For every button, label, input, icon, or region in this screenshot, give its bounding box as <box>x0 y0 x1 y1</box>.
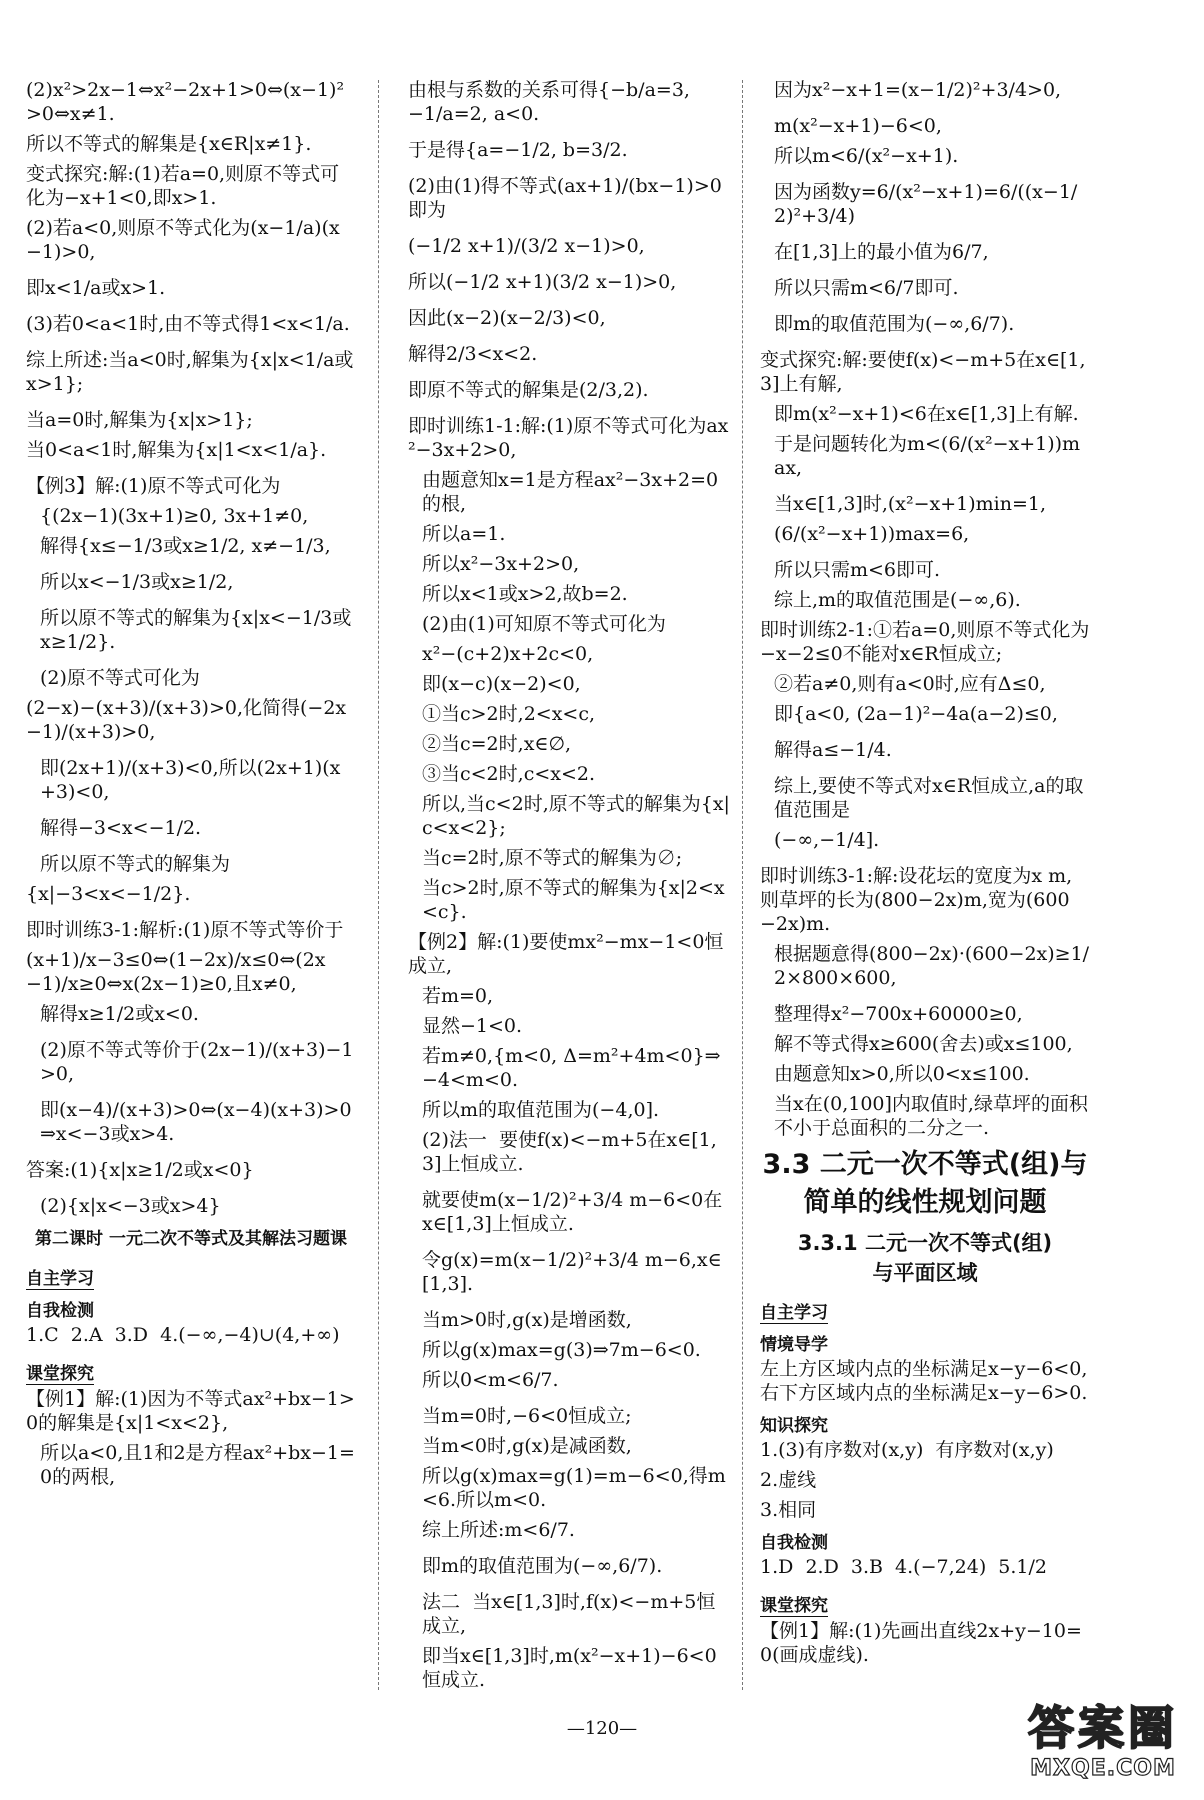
text-line: 即时训练2-1:①若a=0,则原不等式化为−x−2≤0不能对x∈R恒成立; <box>760 619 1090 665</box>
text-line: 即x<1/a或x>1. <box>26 277 166 299</box>
text-line: 当x∈[1,3]时,(x²−x+1)min=1, <box>774 493 1047 515</box>
text-line: 即时训练1-1:解:(1)原不等式可化为ax²−3x+2>0, <box>408 415 729 461</box>
text-line: 就要使m(x−1/2)²+3/4 m−6<0在x∈[1,3]上恒成立. <box>422 1189 723 1235</box>
text-line: 当x在(0,100]内取值时,绿草坪的面积不小于总面积的二分之一. <box>774 1093 1088 1139</box>
text-line: 当m<0时,g(x)是减函数, <box>422 1435 632 1457</box>
text-line: 在[1,3]上的最小值为6/7, <box>774 241 989 263</box>
text-line: 于是得{a=−1/2, b=3/2. <box>408 139 628 161</box>
text-line: 所以x<1或x>2,故b=2. <box>422 583 628 605</box>
text-line: 由题意知x=1是方程ax²−3x+2=0的根, <box>422 469 719 515</box>
text-line: 即当x∈[1,3]时,m(x²−x+1)−6<0恒成立. <box>422 1645 717 1691</box>
section-title <box>760 1146 1090 1222</box>
text-line: 变式探究:解:要使f(x)<−m+5在x∈[1,3]上有解, <box>760 349 1086 395</box>
text-line: {x|−3<x<−1/2}. <box>26 883 191 905</box>
text-line: 所以m的取值范围为(−4,0]. <box>422 1099 660 1121</box>
watermark-text: 答案圈 <box>1028 1701 1178 1755</box>
text-line: 所以g(x)max=g(3)⇒7m−6<0. <box>422 1339 701 1361</box>
text-line: (2)原不等式等价于(2x−1)/(x+3)−1>0, <box>40 1039 354 1085</box>
text-line: 由根与系数的关系可得{−b/a=3, −1/a=2, a<0. <box>408 79 696 125</box>
column-right <box>760 78 1090 1673</box>
text-line: (2−x)−(x+3)/(x+3)>0,化简得(−2x−1)/(x+3)>0, <box>26 697 347 743</box>
text-line: 根据题意得(800−2x)·(600−2x)≥1/2×800×600, <box>774 943 1090 989</box>
column-left <box>26 78 356 1495</box>
text-line: 综上所述:当a<0时,解集为{x|x<1/a或x>1}; <box>26 349 354 395</box>
text-line: 整理得x²−700x+60000≥0, <box>774 1003 1023 1025</box>
text-line: 综上,要使不等式对x∈R恒成立,a的取值范围是 <box>774 775 1084 821</box>
text-line: 所以原不等式的解集为{x|x<−1/3或x≥1/2}. <box>40 607 352 653</box>
text-line: 所以(−1/2 x+1)(3/2 x−1)>0, <box>408 271 677 293</box>
text-line: 所以原不等式的解集为 <box>40 853 231 875</box>
text-line: 解不等式得x≥600(舍去)或x≤100, <box>774 1033 1073 1055</box>
page-number: —120— <box>566 1718 638 1739</box>
text-line: 解得{x≤−1/3或x≥1/2, x≠−1/3, <box>40 535 331 557</box>
text-line: 于是问题转化为m<(6/(x²−x+1))max, <box>774 433 1081 479</box>
text-line: 左上方区域内点的坐标满足x−y−6<0,右下方区域内点的坐标满足x−y−6>0. <box>760 1358 1088 1404</box>
section-label-self-check: 自我检测 <box>760 1533 828 1553</box>
section-label-self-study: 自主学习 <box>760 1298 828 1324</box>
text-line: 当m>0时,g(x)是增函数, <box>422 1309 632 1331</box>
text-line: 综上,m的取值范围是(−∞,6). <box>774 589 1021 611</box>
text-line: 【例1】解:(1)先画出直线2x+y−10=0(画成虚线). <box>760 1620 1082 1666</box>
text-line: 由题意知x>0,所以0<x≤100. <box>774 1063 1030 1085</box>
section-label-class-explore: 课堂探究 <box>760 1591 828 1617</box>
section-label-self-study: 自主学习 <box>26 1264 94 1290</box>
text-line: 所以不等式的解集是{x∈R|x≠1}. <box>26 133 312 155</box>
text-line: 若m≠0,{m<0, Δ=m²+4m<0}⇒−4<m<0. <box>422 1045 721 1091</box>
text-line: (−∞,−1/4]. <box>774 829 880 851</box>
section-title-line-2: 简单的线性规划问题 <box>803 1187 1047 1218</box>
text-line: ③当c<2时,c<x<2. <box>422 763 596 785</box>
text-line: (6/(x²−x+1))max=6, <box>774 523 970 545</box>
text-line: 当c>2时,原不等式的解集为{x|2<x<c}. <box>422 877 725 923</box>
text-line: 2.虚线 <box>760 1469 817 1491</box>
text-line: 即(2x+1)/(x+3)<0,所以(2x+1)(x+3)<0, <box>40 757 341 803</box>
text-line: 【例3】解:(1)原不等式可化为 <box>26 475 281 497</box>
text-line: (x+1)/x−3≤0⇔(1−2x)/x≤0⇔(2x−1)/x≥0⇔x(2x−1)≥0,且x≠0, <box>26 949 326 995</box>
text-line: 即(x−c)(x−2)<0, <box>422 673 581 695</box>
text-line: (3)若0<a<1时,由不等式得1<x<1/a. <box>26 313 350 335</box>
text-line: 即m的取值范围为(−∞,6/7). <box>774 313 1015 335</box>
text-line: {(2x−1)(3x+1)≥0, 3x+1≠0, <box>40 505 309 527</box>
watermark-url: MXQE.COM <box>1030 1756 1176 1781</box>
subsection-title-line-1: 3.3.1 二元一次不等式(组) <box>797 1231 1053 1255</box>
text-line: (2)原不等式可化为 <box>40 667 200 689</box>
text-line: 即m(x²−x+1)<6在x∈[1,3]上有解. <box>774 403 1079 425</box>
text-line: 显然−1<0. <box>422 1015 523 1037</box>
text-line: (2)法一 要使f(x)<−m+5在x∈[1,3]上恒成立. <box>422 1129 717 1175</box>
answer-line: (2){x|x<−3或x>4} <box>40 1195 221 1217</box>
text-line: 当0<a<1时,解集为{x|1<x<1/a}. <box>26 439 327 461</box>
section-label-knowledge: 知识探究 <box>760 1416 828 1436</box>
text-line: 1.(3)有序数对(x,y) 有序数对(x,y) <box>760 1439 1054 1461</box>
text-line: 解得x≥1/2或x<0. <box>40 1003 199 1025</box>
text-line: 令g(x)=m(x−1/2)²+3/4 m−6,x∈[1,3]. <box>422 1249 722 1295</box>
text-line: 即{a<0, (2a−1)²−4a(a−2)≤0, <box>774 703 1058 725</box>
lesson-title: 第二课时 一元二次不等式及其解法习题课 <box>35 1229 347 1249</box>
text-line: 若m=0, <box>422 985 494 1007</box>
text-line: 3.相同 <box>760 1499 817 1521</box>
subsection-title <box>760 1228 1090 1288</box>
text-line: 所以g(x)max=g(1)=m−6<0,得m<6.所以m<0. <box>422 1465 726 1511</box>
text-line: 即原不等式的解集是(2/3,2). <box>408 379 649 401</box>
text-line: 即(x−4)/(x+3)>0⇔(x−4)(x+3)>0⇒x<−3或x>4. <box>40 1099 352 1145</box>
text-line: 所以x<−1/3或x≥1/2, <box>40 571 234 593</box>
column-divider-right <box>742 80 743 1690</box>
text-line: 所以a<0,且1和2是方程ax²+bx−1=0的两根, <box>40 1442 355 1488</box>
text-line: 即m的取值范围为(−∞,6/7). <box>422 1555 663 1577</box>
text-line: 1.C 2.A 3.D 4.(−∞,−4)∪(4,+∞) <box>26 1324 340 1346</box>
section-label-situation: 情境导学 <box>760 1335 828 1355</box>
text-line: 即时训练3-1:解析:(1)原不等式等价于 <box>26 919 344 941</box>
text-line: (−1/2 x+1)/(3/2 x−1)>0, <box>408 235 645 257</box>
column-middle <box>408 78 730 1698</box>
text-line: 1.D 2.D 3.B 4.(−7,24) 5.1/2 <box>760 1556 1048 1578</box>
text-line: 当m=0时,−6<0恒成立; <box>422 1405 632 1427</box>
watermark-logo <box>1010 1700 1196 1792</box>
text-line: 所以0<m<6/7. <box>422 1369 559 1391</box>
text-line: 所以,当c<2时,原不等式的解集为{x|c<x<2}; <box>422 793 730 839</box>
text-line: 【例2】解:(1)要使mx²−mx−1<0恒成立, <box>408 931 724 977</box>
text-line: 法二 当x∈[1,3]时,f(x)<−m+5恒成立, <box>422 1591 716 1637</box>
text-line: ②当c=2时,x∈∅, <box>422 733 572 755</box>
text-line: ②若a≠0,则有a<0时,应有Δ≤0, <box>774 673 1046 695</box>
section-label-class-explore: 课堂探究 <box>26 1359 94 1385</box>
text-line: 【例1】解:(1)因为不等式ax²+bx−1>0的解集是{x|1<x<2}, <box>26 1388 355 1434</box>
text-line: 解得2/3<x<2. <box>408 343 538 365</box>
text-line: 当a=0时,解集为{x|x>1}; <box>26 409 253 431</box>
answer-line: 答案:(1){x|x≥1/2或x<0} <box>26 1159 254 1181</box>
text-line: 综上所述:m<6/7. <box>422 1519 575 1541</box>
text-line: 所以a=1. <box>422 523 506 545</box>
section-label-self-check: 自我检测 <box>26 1301 94 1321</box>
text-line: 所以m<6/(x²−x+1). <box>774 145 959 167</box>
text-line: (2)由(1)得不等式(ax+1)/(bx−1)>0即为 <box>408 175 722 221</box>
text-line: m(x²−x+1)−6<0, <box>774 115 942 137</box>
text-line: 所以x²−3x+2>0, <box>422 553 580 575</box>
section-title-line-1: 3.3 二元一次不等式(组)与 <box>762 1149 1088 1180</box>
text-line: (2)由(1)可知原不等式可化为 <box>422 613 666 635</box>
subsection-title-line-2: 与平面区域 <box>872 1261 978 1285</box>
text-line: 所以只需m<6即可. <box>774 559 941 581</box>
text-line: 因为函数y=6/(x²−x+1)=6/((x−1/2)²+3/4) <box>774 181 1078 227</box>
text-line: 解得a≤−1/4. <box>774 739 892 761</box>
column-divider-left <box>378 80 379 1690</box>
text-line: 所以只需m<6/7即可. <box>774 277 959 299</box>
text-line: x²−(c+2)x+2c<0, <box>422 643 594 665</box>
text-line: (2)若a<0,则原不等式化为(x−1/a)(x−1)>0, <box>26 217 340 263</box>
text-line: 解得−3<x<−1/2. <box>40 817 202 839</box>
text-line: 因为x²−x+1=(x−1/2)²+3/4>0, <box>774 79 1062 101</box>
text-line: 因此(x−2)(x−2/3)<0, <box>408 307 606 329</box>
text-line: 当c=2时,原不等式的解集为∅; <box>422 847 683 869</box>
text-line: 即时训练3-1:解:设花坛的宽度为x m,则草坪的长为(800−2x)m,宽为(600−2x)m. <box>760 865 1073 935</box>
text-line: (2)x²>2x−1⇔x²−2x+1>0⇔(x−1)²>0⇔x≠1. <box>26 79 345 125</box>
text-line: ①当c>2时,2<x<c, <box>422 703 596 725</box>
text-line: 变式探究:解:(1)若a=0,则原不等式可化为−x+1<0,即x>1. <box>26 163 340 209</box>
